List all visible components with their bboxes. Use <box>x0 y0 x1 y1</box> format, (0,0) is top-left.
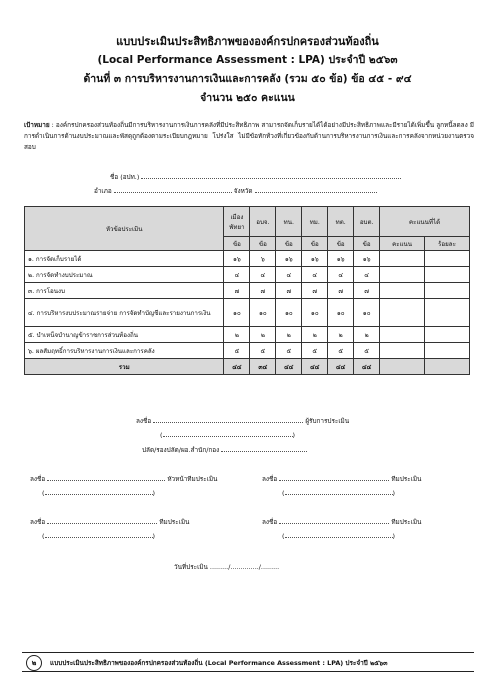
row-value: ๒ <box>250 327 276 343</box>
receiver-name-row: ( ) <box>160 431 295 439</box>
col-header: เมือง พัทยา <box>224 207 250 237</box>
position-label: ปลัด/รองปลัด/ผอ.สำนัก/กอง <box>142 446 220 454</box>
col-header: ทต. <box>328 207 354 237</box>
total-value: ๔๔ <box>224 359 250 375</box>
title-line-2: (Local Performance Assessment : LPA) ประจำปี ๒๕๖๓ <box>97 54 398 66</box>
score-table <box>24 206 470 375</box>
province-field[interactable] <box>255 186 377 193</box>
col-header: ทน. <box>276 207 302 237</box>
province-label: จังหวัด <box>233 187 253 195</box>
row-topic: ๒. การจัดทำงบประมาณ <box>25 267 224 283</box>
title-line-3: ด้านที่ ๓ การบริหารงานการเงินและการคลัง (รวม ๕๐ ข้อ) ข้อ ๔๕ - ๙๔ <box>83 73 412 85</box>
evaluator-1-signature-field[interactable] <box>279 474 389 481</box>
document-header <box>0 32 495 108</box>
row-value: ๑๐ <box>276 299 302 327</box>
row-value: ๑๐ <box>250 299 276 327</box>
date-field[interactable]: ........./............../......... <box>209 563 280 571</box>
evaluator-1-name-row: ( ) <box>282 489 395 497</box>
row-value: ๔ <box>224 267 250 283</box>
evaluator-2-signature-row <box>30 517 189 527</box>
row-topic: ๖. ผลสัมฤทธิ์การบริหารงานการเงินและการคลัง <box>25 343 224 359</box>
district-field[interactable] <box>114 186 232 193</box>
row-value: ๗ <box>354 283 380 299</box>
score-cell[interactable] <box>380 251 425 267</box>
head-evaluator-label: หัวหน้าทีมประเมิน <box>167 475 218 483</box>
row-value: ๒ <box>276 327 302 343</box>
table-row <box>25 267 470 283</box>
unit-header: ข้อ <box>224 237 250 251</box>
percent-sub-header: ร้อยละ <box>425 237 470 251</box>
row-value: ๑๖ <box>328 251 354 267</box>
evaluator-3-name-row: ( ) <box>282 532 395 540</box>
row-value: ๑๐ <box>302 299 328 327</box>
row-value: ๒ <box>302 327 328 343</box>
evaluator-3-name-field[interactable] <box>285 531 393 538</box>
head-evaluator-name-field[interactable] <box>45 488 153 495</box>
total-value: ๓๔ <box>250 359 276 375</box>
total-value: ๔๔ <box>302 359 328 375</box>
unit-header: ข้อ <box>302 237 328 251</box>
row-value: ๑๐ <box>354 299 380 327</box>
org-name-row <box>110 172 401 182</box>
table-row <box>25 251 470 267</box>
row-value: ๑๖ <box>302 251 328 267</box>
unit-header: ข้อ <box>354 237 380 251</box>
row-value: ๗ <box>276 283 302 299</box>
receiver-position-row <box>142 445 307 455</box>
row-value: ๔ <box>354 267 380 283</box>
evaluator-label: ทีมประเมิน <box>391 518 422 526</box>
row-value: ๕ <box>354 343 380 359</box>
purpose-paragraph <box>24 120 474 153</box>
total-value: ๔๔ <box>354 359 380 375</box>
head-evaluator-signature-field[interactable] <box>47 474 165 481</box>
score-cell[interactable] <box>380 283 425 299</box>
row-value: ๒ <box>224 327 250 343</box>
table-row <box>25 343 470 359</box>
percent-cell[interactable] <box>425 299 470 327</box>
row-value: ๕ <box>224 343 250 359</box>
evaluation-date-row <box>174 562 279 572</box>
score-header: คะแนนที่ได้ <box>380 207 470 237</box>
row-value: ๒ <box>328 327 354 343</box>
sign-label: ลงชื่อ <box>262 518 278 526</box>
score-cell[interactable] <box>380 343 425 359</box>
page-footer <box>22 652 474 672</box>
evaluator-2-name-row: ( ) <box>42 532 155 540</box>
percent-cell[interactable] <box>425 283 470 299</box>
percent-cell[interactable] <box>425 267 470 283</box>
purpose-text: : องค์กรปกครองส่วนท้องถิ่นมีการบริหารงานการเงินการคลังที่มีประสิทธิภาพ สามารถจัดเก็บรายได้ได้อย่างมีประสิทธิภาพและมีรายได้เพิ่มขึ้น ลูกหนี้ลดลง มีการดำเนินการด้านงบประมาณและพัสดุถูกต้องตามระเบียบกฎหมาย โปร่งใส ไม่มีข้อทักท้วงที่เกี่ยวข้องกับด้านการบริหารงานการเงินและการคลังจากหน่วยงานตรวจสอบ <box>24 121 474 151</box>
evaluator-3-signature-field[interactable] <box>279 517 389 524</box>
row-value: ๗ <box>250 283 276 299</box>
org-name-label: ชื่อ (อปท.) <box>110 173 140 181</box>
receiver-signature-field[interactable] <box>153 416 303 423</box>
sign-label: ลงชื่อ <box>30 518 46 526</box>
receiver-signature-row <box>136 416 349 426</box>
table-row <box>25 327 470 343</box>
sign-label: ลงชื่อ <box>262 475 278 483</box>
percent-cell[interactable] <box>425 251 470 267</box>
row-value: ๕ <box>328 343 354 359</box>
purpose-label: เป้าหมาย <box>24 121 50 129</box>
total-value: ๔๔ <box>328 359 354 375</box>
title-line-4: จำนวน ๒๕๐ คะแนน <box>200 92 295 104</box>
total-percent-cell[interactable] <box>425 359 470 375</box>
row-topic: ๔. การบริหารงบประมาณรายจ่าย การจัดทำบัญชีและรายงานการเงิน <box>25 299 224 327</box>
evaluator-2-signature-field[interactable] <box>47 517 157 524</box>
total-row <box>25 359 470 375</box>
evaluator-3-signature-row <box>262 517 421 527</box>
table-row <box>25 283 470 299</box>
sign-label: ลงชื่อ <box>136 417 152 425</box>
receiver-name-field[interactable] <box>163 430 293 437</box>
receiver-label: ผู้รับการประเมิน <box>305 417 350 425</box>
district-row <box>94 186 377 196</box>
score-cell[interactable] <box>380 327 425 343</box>
evaluator-label: ทีมประเมิน <box>159 518 190 526</box>
percent-cell[interactable] <box>425 343 470 359</box>
total-value: ๔๔ <box>276 359 302 375</box>
row-value: ๔ <box>250 267 276 283</box>
unit-header: ข้อ <box>328 237 354 251</box>
date-label: วันที่ประเมิน <box>174 563 208 571</box>
evaluator-2-name-field[interactable] <box>45 531 153 538</box>
row-value: ๔ <box>276 267 302 283</box>
col-header: อบต. <box>354 207 380 237</box>
row-topic: ๑. การจัดเก็บรายได้ <box>25 251 224 267</box>
score-sub-header: คะแนน <box>380 237 425 251</box>
row-value: ๖ <box>250 251 276 267</box>
row-value: ๑๐ <box>224 299 250 327</box>
row-value: ๑๖ <box>354 251 380 267</box>
unit-header: ข้อ <box>276 237 302 251</box>
evaluator-1-signature-row <box>262 474 421 484</box>
percent-cell[interactable] <box>425 327 470 343</box>
row-value: ๗ <box>328 283 354 299</box>
table-row <box>25 299 470 327</box>
evaluator-1-name-field[interactable] <box>285 488 393 495</box>
row-topic: ๕. บำเหน็จบำนาญข้าราชการส่วนท้องถิ่น <box>25 327 224 343</box>
row-value: ๔ <box>328 267 354 283</box>
row-value: ๕ <box>250 343 276 359</box>
score-cell[interactable] <box>380 267 425 283</box>
head-evaluator-name-row: ( ) <box>42 489 155 497</box>
row-value: ๕ <box>276 343 302 359</box>
row-value: ๗ <box>224 283 250 299</box>
org-name-field[interactable] <box>141 172 401 179</box>
head-evaluator-signature-row <box>30 474 217 484</box>
row-value: ๕ <box>302 343 328 359</box>
row-value: ๒ <box>354 327 380 343</box>
title-line-1: แบบประเมินประสิทธิภาพขององค์กรปกครองส่วนท้องถิ่น <box>116 35 379 48</box>
district-label: อำเภอ <box>94 187 112 195</box>
position-field[interactable] <box>221 445 307 452</box>
unit-header: ข้อ <box>250 237 276 251</box>
row-value: ๑๖ <box>276 251 302 267</box>
topic-header: หัวข้อประเมิน <box>25 207 224 251</box>
col-header: อบจ. <box>250 207 276 237</box>
row-value: ๔ <box>302 267 328 283</box>
evaluator-label: ทีมประเมิน <box>391 475 422 483</box>
row-topic: ๓. การโอนงบ <box>25 283 224 299</box>
total-score-cell[interactable] <box>380 359 425 375</box>
total-label: รวม <box>25 359 224 375</box>
footer-text: แบบประเมินประสิทธิภาพขององค์กรปกครองส่วนท้องถิ่น (Local Performance Assessment : LPA) ประจำปี ๒๕๖๓ <box>50 659 388 667</box>
score-cell[interactable] <box>380 299 425 327</box>
col-header: ทม. <box>302 207 328 237</box>
row-value: ๗ <box>302 283 328 299</box>
row-value: ๑๐ <box>328 299 354 327</box>
sign-label: ลงชื่อ <box>30 475 46 483</box>
row-value: ๑๖ <box>224 251 250 267</box>
page-number: ๒ <box>26 655 42 671</box>
